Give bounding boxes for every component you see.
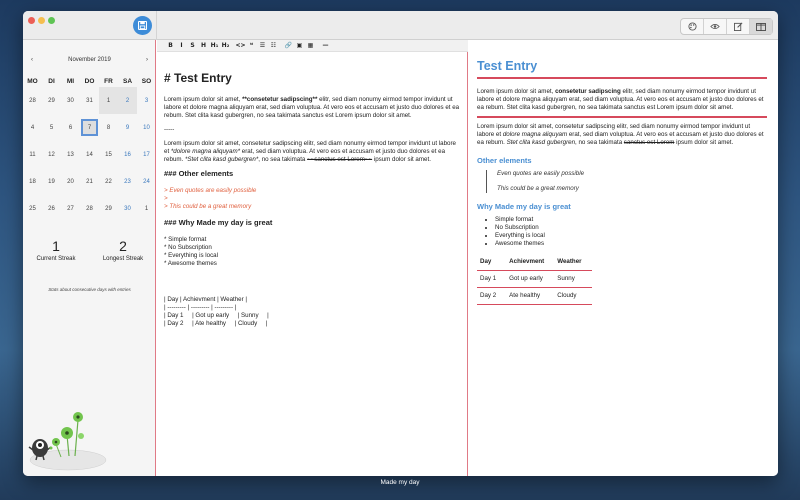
calendar-day[interactable] xyxy=(137,87,156,114)
calendar-day[interactable] xyxy=(80,195,99,222)
calendar-day[interactable] xyxy=(118,114,137,141)
link-button[interactable]: 🔗 xyxy=(284,42,293,49)
weekday-header: FR xyxy=(104,77,113,85)
edit-button[interactable] xyxy=(727,19,750,34)
preview-list xyxy=(495,216,767,248)
preview-button[interactable] xyxy=(704,19,727,34)
close-window-button[interactable] xyxy=(28,17,35,24)
calendar-day-number: 5 xyxy=(49,124,54,131)
calendar-day-number: 21 xyxy=(86,178,93,185)
calendar-day-number: 30 xyxy=(124,205,131,212)
calendar-day[interactable] xyxy=(137,141,156,168)
editor-list xyxy=(164,236,461,268)
editor-list-item: * Everything is local xyxy=(164,252,218,259)
image-button[interactable]: ▣ xyxy=(296,42,303,49)
app-window xyxy=(23,11,778,476)
weekday-header: MI xyxy=(66,77,75,85)
calendar-day[interactable] xyxy=(42,87,61,114)
streaks xyxy=(23,238,156,268)
table-cell: Day 1 xyxy=(477,271,506,288)
calendar-day-number: 17 xyxy=(143,151,150,158)
markdown-editor[interactable] xyxy=(157,40,468,476)
editor-p2-italic-1: *dolore magna aliquyam* xyxy=(170,148,241,155)
editor-list-item: * Simple format xyxy=(164,236,207,243)
calendar-day[interactable] xyxy=(99,168,118,195)
editor-list-item: * Awesome themes xyxy=(164,260,217,267)
calendar-day-number: 30 xyxy=(67,97,74,104)
table-header-cell: Day xyxy=(477,254,506,271)
table-header-row xyxy=(477,254,592,271)
code-button[interactable]: <> xyxy=(235,42,246,49)
preview-p2-italic-1: dolore magna aliquyam xyxy=(502,131,568,138)
editor-paragraph-2 xyxy=(164,140,461,164)
current-streak xyxy=(26,238,86,262)
italic-button[interactable]: I xyxy=(180,42,183,49)
longest-streak xyxy=(93,238,153,262)
weekday-header: MO xyxy=(27,77,38,85)
calendar-day-number: 11 xyxy=(29,151,36,158)
calendar-day[interactable] xyxy=(118,168,137,195)
preview-list-item: • Everything is local xyxy=(495,232,767,240)
calendar-day-number: 24 xyxy=(143,178,150,185)
calendar-day[interactable] xyxy=(118,141,137,168)
preview-paragraph-1 xyxy=(477,88,767,112)
calendar-day[interactable] xyxy=(61,195,80,222)
calendar-day[interactable] xyxy=(99,195,118,222)
next-month-button[interactable]: › xyxy=(146,57,148,63)
preview-list-item: • Simple format xyxy=(495,216,767,224)
editor-table-line: | --------- | --------- | --------- | xyxy=(164,304,237,311)
preview-blockquote xyxy=(486,170,767,193)
editor-hr: ----- xyxy=(164,126,175,133)
calendar-day-number: 3 xyxy=(144,97,149,104)
editor-table xyxy=(164,296,461,328)
split-view-icon xyxy=(756,23,766,31)
calendar-day[interactable] xyxy=(61,114,80,141)
previous-month-button[interactable]: ‹ xyxy=(31,57,33,63)
preview-p1-text-c: elitr, sed diam nonumy eirmod tempor invidunt ut labore et dolore magna aliquyam erat, sed diam voluptua. At vero eos et accusam et justo duo dolores et ea rebum. Stet clita kasd gubergren, no sea takimata sanctus est Lorem ipsum dolor sit amet. xyxy=(477,88,764,111)
current-streak-value: 1 xyxy=(52,238,60,254)
view-mode-control xyxy=(680,18,773,35)
stats-note: Stats about consecutive days with entries xyxy=(48,287,131,292)
edit-icon xyxy=(734,22,743,31)
calendar-day-number: 26 xyxy=(48,205,55,212)
calendar-day[interactable] xyxy=(137,195,156,222)
calendar-day-number: 19 xyxy=(48,178,55,185)
preview-p2-text-e: , no sea takimata xyxy=(575,139,624,146)
editor-p2-text-g: ipsum dolor sit amet. xyxy=(372,156,431,163)
editor-p2-italic-2: *Stet clita kasd gubergren* xyxy=(184,156,259,163)
preview-p1-text-a: Lorem ipsum dolor sit amet, xyxy=(477,88,556,95)
longest-streak-value: 2 xyxy=(119,238,127,254)
calendar-day-number: 28 xyxy=(86,205,93,212)
heading-1-button[interactable]: H₁ xyxy=(210,42,219,49)
editor-paragraph-1 xyxy=(164,96,461,120)
calendar-day-number: 14 xyxy=(86,151,93,158)
table-header-cell: Achievment xyxy=(506,254,554,271)
calendar-day-number: 28 xyxy=(29,97,36,104)
split-view-button[interactable] xyxy=(750,19,772,34)
preview-hr xyxy=(477,116,767,118)
calendar-day-number: 12 xyxy=(48,151,55,158)
calendar-day[interactable] xyxy=(80,141,99,168)
markdown-preview xyxy=(469,40,778,476)
horizontal-rule-button[interactable]: — xyxy=(322,42,329,49)
editor-h3-why: ### Why Made my day is great xyxy=(164,218,273,227)
theme-button[interactable] xyxy=(681,19,704,34)
preview-quote-2: This could be a great memory xyxy=(497,185,579,192)
calendar-day-number: 2 xyxy=(125,97,130,104)
minimize-window-button[interactable] xyxy=(38,17,45,24)
preview-quote-1: Even quotes are easily possible xyxy=(497,170,585,177)
table-cell: Got up early xyxy=(506,271,554,288)
table-cell: Ate healthy xyxy=(506,288,554,305)
calendar-day-number: 15 xyxy=(105,151,112,158)
calendar-day-number: 1 xyxy=(144,205,149,212)
editor-p1-text-a: Lorem ipsum dolor sit amet, xyxy=(164,96,243,103)
calendar-day[interactable] xyxy=(42,141,61,168)
format-toolbar xyxy=(157,40,468,52)
preview-list-item: • Awesome themes xyxy=(495,240,767,248)
editor-p2-text-e: , no sea takimata xyxy=(258,156,308,163)
calendar-day[interactable] xyxy=(137,168,156,195)
quote-button[interactable]: ❝ xyxy=(249,42,254,49)
calendar-day-number: 9 xyxy=(125,124,130,131)
bullet-list-button[interactable]: ☰ xyxy=(259,42,266,49)
table-button[interactable]: ▦ xyxy=(307,42,314,49)
table-cell: Cloudy xyxy=(554,288,591,305)
heading-2-button[interactable]: H₂ xyxy=(221,42,230,49)
weekday-header: SO xyxy=(141,77,152,85)
weekday-header: DI xyxy=(48,77,55,85)
table-cell: Sunny xyxy=(554,271,591,288)
sidebar xyxy=(23,40,156,476)
editor-table-line: | Day | Achievment | Weather | xyxy=(164,296,248,303)
calendar-day-number: 29 xyxy=(48,97,55,104)
calendar-day-number: 20 xyxy=(67,178,74,185)
longest-streak-label: Longest Streak xyxy=(102,256,144,262)
table-row xyxy=(477,271,592,288)
preview-list-item: • No Subscription xyxy=(495,224,767,232)
calendar-day[interactable] xyxy=(80,114,99,141)
bold-button[interactable]: B xyxy=(168,42,173,49)
preview-paragraph-2 xyxy=(477,123,767,147)
preview-h3-other: Other elements xyxy=(477,156,532,165)
calendar-day[interactable] xyxy=(80,168,99,195)
editor-quote-3: > This could be a great memory xyxy=(164,203,252,210)
calendar-day-number: 10 xyxy=(143,124,150,131)
calendar-day[interactable] xyxy=(118,195,137,222)
heading-button[interactable]: H xyxy=(200,42,207,49)
save-icon xyxy=(138,21,147,30)
calendar-grid xyxy=(23,75,156,222)
calendar-day[interactable] xyxy=(23,87,42,114)
month-navigation xyxy=(23,57,156,67)
calendar-day-number: 8 xyxy=(106,124,111,131)
strikethrough-button[interactable]: S xyxy=(190,42,195,49)
calendar-day[interactable] xyxy=(118,87,137,114)
calendar-day[interactable] xyxy=(61,141,80,168)
month-label: November 2019 xyxy=(68,57,111,63)
preview-p2-text-a: Lorem ipsum dolor sit amet, consetetur sadipscing elitr, sed diam nonumy eirmod tempor invidunt ut labore et xyxy=(477,123,751,138)
calendar-day[interactable] xyxy=(137,114,156,141)
save-button[interactable] xyxy=(133,16,152,35)
editor-h3-other: ### Other elements xyxy=(164,169,234,178)
numbered-list-button[interactable]: ☷ xyxy=(270,42,277,49)
title-bar xyxy=(23,11,778,40)
calendar-day-number: 29 xyxy=(105,205,112,212)
editor-p1-text-c: elitr, sed diam nonumy eirmod tempor invidunt ut labore et dolore magna aliquyam erat, sed diam voluptua. At vero eos et accusam et justo duo dolores et ea rebum. Stet clita kasd gubergren, no sea takimata sanctus est Lorem ipsum dolor sit amet. xyxy=(164,96,460,119)
toolbar-separator xyxy=(156,11,157,40)
table-header-cell: Weather xyxy=(554,254,591,271)
preview-eye-icon xyxy=(710,23,720,30)
calendar-day[interactable] xyxy=(61,87,80,114)
calendar-day-number: 7 xyxy=(81,119,98,136)
preview-p2-text-g: ipsum dolor sit amet. xyxy=(674,139,734,146)
current-streak-label: Current Streak xyxy=(36,256,76,262)
editor-quote-2: > xyxy=(164,195,168,202)
calendar-day[interactable] xyxy=(23,168,42,195)
calendar-day[interactable] xyxy=(99,141,118,168)
preview-p2-strike: sanctus est Lorem xyxy=(623,139,675,146)
calendar-day[interactable] xyxy=(42,114,61,141)
calendar-day[interactable] xyxy=(42,195,61,222)
preview-heading: Test Entry xyxy=(477,58,767,79)
preview-content xyxy=(477,58,767,305)
calendar-day-number: 16 xyxy=(124,151,131,158)
table-row xyxy=(477,288,592,305)
preview-h3-why: Why Made my day is great xyxy=(477,202,571,211)
calendar-day[interactable] xyxy=(61,168,80,195)
preview-p1-bold: consetetur sadipscing xyxy=(555,88,621,95)
editor-table-line: | Day 2 | Ate healthy | Cloudy | xyxy=(164,320,268,327)
theme-icon xyxy=(688,22,697,31)
editor-p1-bold: **consetetur sadipscing** xyxy=(242,96,318,103)
weekday-header: DO xyxy=(84,77,95,85)
calendar-day-number: 22 xyxy=(105,178,112,185)
table-cell: Day 2 xyxy=(477,288,506,305)
weekday-header: SA xyxy=(122,77,133,85)
preview-p2-text-c: erat, sed diam voluptua. At vero eos et accusam et justo duo dolores et ea rebum. xyxy=(477,131,764,146)
editor-text[interactable] xyxy=(164,70,461,328)
editor-p2-strike: ~~sanctus est Lorem~~ xyxy=(307,156,373,163)
window-caption: Made my day xyxy=(380,479,420,486)
calendar-day-number: 23 xyxy=(124,178,131,185)
calendar-day[interactable] xyxy=(99,87,118,114)
calendar-day-number: 6 xyxy=(68,124,73,131)
editor-table-line: | Day 1 | Got up early | Sunny | xyxy=(164,312,269,319)
preview-p2-italic-2: Stet clita kasd gubergren xyxy=(506,139,576,146)
editor-heading: # Test Entry xyxy=(164,71,232,85)
calendar-day-number: 27 xyxy=(67,205,74,212)
zoom-window-button[interactable] xyxy=(48,17,55,24)
calendar-day[interactable] xyxy=(80,87,99,114)
calendar-day-number: 18 xyxy=(29,178,36,185)
calendar-day-number: 1 xyxy=(106,97,111,104)
calendar-day-number: 13 xyxy=(67,151,74,158)
calendar-day[interactable] xyxy=(23,114,42,141)
calendar-day-number: 4 xyxy=(30,124,35,131)
calendar-day-number: 31 xyxy=(86,97,93,104)
editor-p2-text-c: erat, sed diam voluptua. At vero eos et accusam et justo duo dolores et ea rebum. xyxy=(164,148,446,163)
calendar-day[interactable] xyxy=(23,141,42,168)
calendar-day-number: 25 xyxy=(29,205,36,212)
calendar-day[interactable] xyxy=(99,114,118,141)
calendar-day[interactable] xyxy=(42,168,61,195)
editor-p2-text-a: Lorem ipsum dolor sit amet, consetetur sadipscing elitr, sed diam nonumy eirmod tempor invidunt ut labore et xyxy=(164,140,456,155)
calendar-day[interactable] xyxy=(23,195,42,222)
editor-list-item: * No Subscription xyxy=(164,244,212,251)
editor-quote-1: > Even quotes are easily possible xyxy=(164,187,257,194)
mascot-illustration xyxy=(23,400,113,476)
preview-table xyxy=(477,254,592,305)
